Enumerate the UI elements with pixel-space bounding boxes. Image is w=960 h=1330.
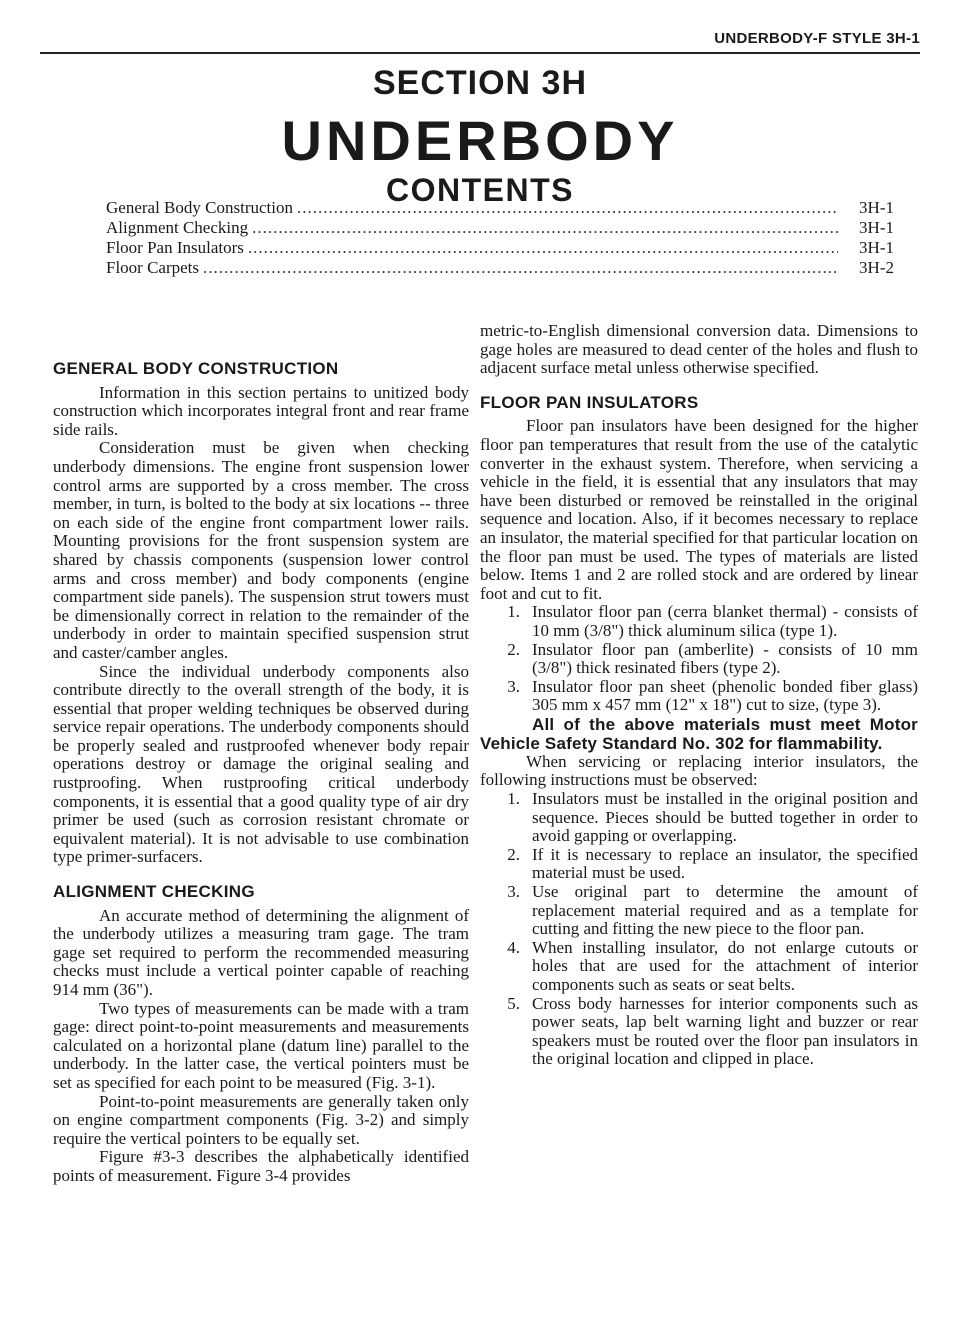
alignment-paragraph-4: Figure #3-3 describes the alphabetically identified points of measurement. Figure 3-4 provides [53,1147,469,1185]
floor-pan-paragraph-2: When servicing or replacing interior insulators, the following instructions must be observed: [480,751,918,790]
section-title: SECTION 3H [372,64,588,102]
toc-page: 3H-2 [859,258,894,277]
list-number: 1. [507,789,520,809]
list-item [480,883,918,939]
toc-label: Floor Pan Insulators [106,238,244,257]
safety-standard-warning: All of the above materials must meet Motor Vehicle Safety Standard No. 302 for flammability. [480,714,918,753]
toc-leader [203,258,838,278]
toc-page: 3H-1 [859,238,894,257]
toc-entry [106,218,894,238]
list-item [480,603,918,640]
toc-label: General Body Construction [106,198,293,217]
list-text: Insulator floor pan (amberlite) - consists of 10 mm (3/8") thick resinated fibers (type 2). [532,639,918,678]
toc-entry [106,258,894,278]
alignment-paragraph-1: An accurate method of determining the alignment of the underbody utilizes a measuring tram gage. The tram gage set required to perform the recommended measuring checks must include a vertical pointer capable of reaching 914 mm (36"). [53,905,469,999]
list-text: Insulator floor pan sheet (phenolic bonded fiber glass) 305 mm x 457 mm (12" x 18") cut to size, (type 3). [532,676,918,715]
toc-entry [106,238,894,258]
list-item [480,790,918,846]
alignment-paragraph-2: Two types of measurements can be made with a tram gage: direct point-to-point measurements and measurements calculated on a horizontal plane (datum line) parallel to the underbody. In the latter case, the vertical pointers must be set as specified for each point to be measured (Fig. 3-1). [53,998,469,1092]
right-column [480,322,918,1069]
list-item [480,846,918,883]
general-paragraph-2: Consideration must be given when checking underbody dimensions. The engine front suspension lower control arms are supported by a cross member. The cross member, in turn, is bolted to the body at six locations -- three on each side of the engine front compartment lower rails. Mounting provisions for the front suspension system are shared by chassis components (suspension lower control arms and cross member) and body components (engine compartment side panels). The suspension strut towers must be dimensionally correct in relation to the remainder of the underbody in order to maintain specified suspension strut and caster/camber angles. [53,438,469,662]
toc-label: Floor Carpets [106,258,200,277]
general-paragraph-3: Since the individual underbody components also contribute directly to the overall strength of the body, it is essential that proper welding techniques be observed during service repair operations. The underbody components should be properly sealed and rustproofed whenever body repair operations destroy or damage the original sealing and rustproofing. When rustproofing critical underbody components, it is essential that a good quality type of air dry primer be used (such as corrosion resistant chromate or equivalent material). It is not advisable to use combination type primer-surfacers. [53,661,469,867]
list-number: 2. [507,844,520,864]
page-title: UNDERBODY [281,109,679,172]
list-text: If it is necessary to replace an insulator, the specified material must be used. [532,844,918,883]
list-number: 3. [507,676,520,696]
list-text: When installing insulator, do not enlarge cutouts or holes that are used for the attachment of interior components such as seats or seat belts. [532,937,918,994]
list-text: Insulator floor pan (cerra blanket thermal) - consists of 10 mm (3/8") thick aluminum silica (type 1). [532,602,918,640]
alignment-paragraph-4-continued: metric-to-English dimensional conversion data. Dimensions to gage holes are measured to dead center of the holes and flush to adjacent surface metal unless otherwise specified. [480,321,918,378]
list-number: 2. [507,639,520,659]
floor-pan-paragraph-1: Floor pan insulators have been designed for the higher floor pan temperatures that result from the use of the catalytic converter in the exhaust system. Therefore, when servicing a vehicle in the field, it is essential that any insulators that may have been disturbed or removed be reinstalled in the original sequence and location. Also, if it becomes necessary to replace an insulator, the material specified for that particular location on the floor pan must be used. The types of materials are listed below. Items 1 and 2 are rolled stock and are ordered by linear foot and cut to fit. [480,416,918,603]
list-text: Cross body harnesses for interior components such as power seats, lap belt warning light and buzzer or rear speakers must be routed over the floor pan insulators in the original location and clipped in place. [532,993,918,1069]
running-header: UNDERBODY-F STYLE 3H-1 [714,30,920,47]
floor-pan-insulators-heading: FLOOR PAN INSULATORS [480,392,699,412]
toc-page: 3H-1 [859,198,894,217]
materials-list [480,603,918,715]
toc-entry [106,198,894,218]
list-number: 5. [507,993,520,1013]
list-number: 1. [507,602,520,622]
alignment-checking-heading: ALIGNMENT CHECKING [53,882,255,902]
table-of-contents [106,198,894,278]
toc-leader [248,238,838,258]
alignment-paragraph-3: Point-to-point measurements are generally taken only on engine compartment components (Fig. 3-2) and simply require the vertical pointers to be equally set. [53,1091,469,1148]
list-number: 4. [507,937,520,957]
list-text: Insulators must be installed in the original position and sequence. Pieces should be butted together in order to avoid gapping or overlapping. [532,789,918,846]
list-item [480,939,918,995]
contents-heading: CONTENTS [386,172,574,208]
list-text: Use original part to determine the amount of replacement material required and as a template for cutting and fitting the new piece to the floor pan. [532,882,918,939]
general-paragraph-1: Information in this section pertains to unitized body construction which incorporates integral front and rear frame side rails. [53,382,469,439]
instructions-list [480,790,918,1069]
left-column [53,322,469,1186]
header-rule [40,52,920,54]
toc-leader [252,218,838,238]
list-number: 3. [507,882,520,902]
list-item [480,995,918,1069]
general-body-construction-heading: GENERAL BODY CONSTRUCTION [53,359,339,378]
list-item [480,678,918,715]
toc-label: Alignment Checking [106,218,249,237]
toc-page: 3H-1 [859,218,894,237]
toc-leader [297,198,838,218]
list-item [480,641,918,678]
